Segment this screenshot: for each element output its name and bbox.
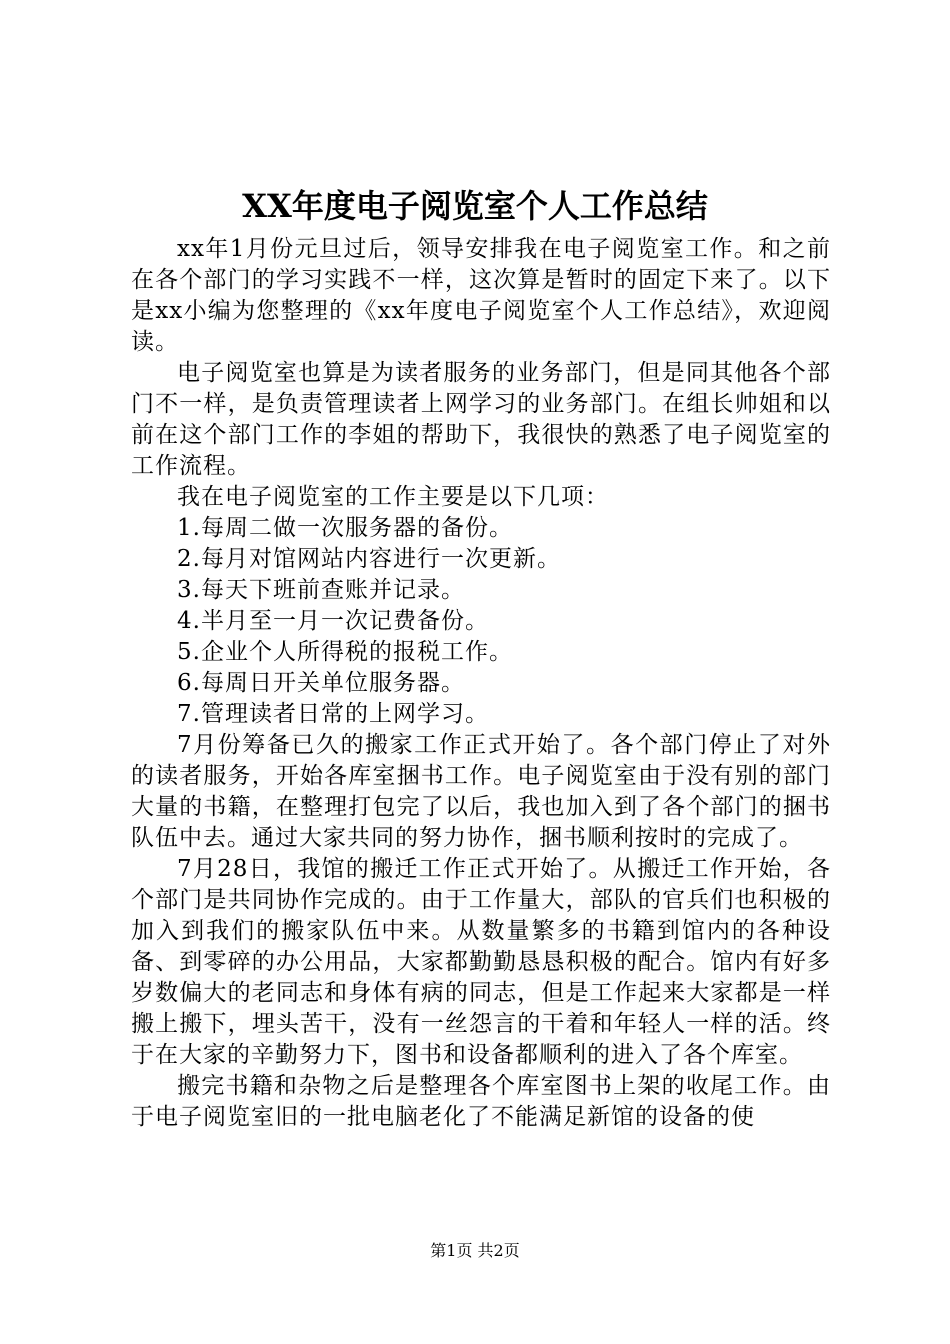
paragraph-shelving: 搬完书籍和杂物之后是整理各个库室图书上架的收尾工作。由于电子阅览室旧的一批电脑老化了不能满足新馆的设备的使 (131, 1073, 831, 1130)
duty-item-3: 3.每天下班前查账并记录。 (177, 577, 465, 603)
duty-item-6: 6.每周日开关单位服务器。 (177, 670, 465, 696)
document-title: XX年度电子阅览室个人工作总结 (242, 187, 708, 225)
paragraph-intro: xx年1月份元旦过后，领导安排我在电子阅览室工作。和之前在各个部门的学习实践不一样，这次算是暂时的固定下来了。以下是xx小编为您整理的《xx年度电子阅览室个人工作总结》，欢迎阅读。 (131, 236, 831, 355)
paragraph-duties-intro: 我在电子阅览室的工作主要是以下几项： (177, 484, 609, 510)
page-footer: 第1页 共2页 (430, 1241, 520, 1260)
duty-item-5: 5.企业个人所得税的报税工作。 (177, 639, 513, 665)
duty-item-4: 4.半月至一月一次记费备份。 (177, 608, 489, 634)
paragraph-moving: 7月28日，我馆的搬迁工作正式开始了。从搬迁工作开始，各个部门是共同协作完成的。由于工作量大，部队的官兵们也积极的加入到我们的搬家队伍中来。从数量繁多的书籍到馆内的各种设备、到零碎的办公用品，大家都勤勤恳恳积极的配合。馆内有好多岁数偏大的老同志和身体有病的同志，但是工作起来大家都是一样搬上搬下，埋头苦干，没有一丝怨言的干着和年轻人一样的活。终于在大家的辛勤努力下，图书和设备都顺利的进入了各个库室。 (131, 856, 831, 1068)
paragraph-moving-prep: 7月份筹备已久的搬家工作正式开始了。各个部门停止了对外的读者服务，开始各库室捆书工作。电子阅览室由于没有别的部门大量的书籍，在整理打包完了以后，我也加入到了各个部门的捆书队伍中去。通过大家共同的努力协作，捆书顺利按时的完成了。 (131, 732, 831, 851)
duty-item-7: 7.管理读者日常的上网学习。 (177, 701, 489, 727)
duty-item-1: 1.每周二做一次服务器的备份。 (177, 515, 513, 541)
duty-item-2: 2.每月对馆网站内容进行一次更新。 (177, 546, 561, 572)
document-body (131, 234, 831, 1133)
paragraph-department: 电子阅览室也算是为读者服务的业务部门，但是同其他各个部门不一样，是负责管理读者上网学习的业务部门。在组长帅姐和以前在这个部门工作的李姐的帮助下，我很快的熟悉了电子阅览室的工作流程。 (131, 360, 831, 479)
